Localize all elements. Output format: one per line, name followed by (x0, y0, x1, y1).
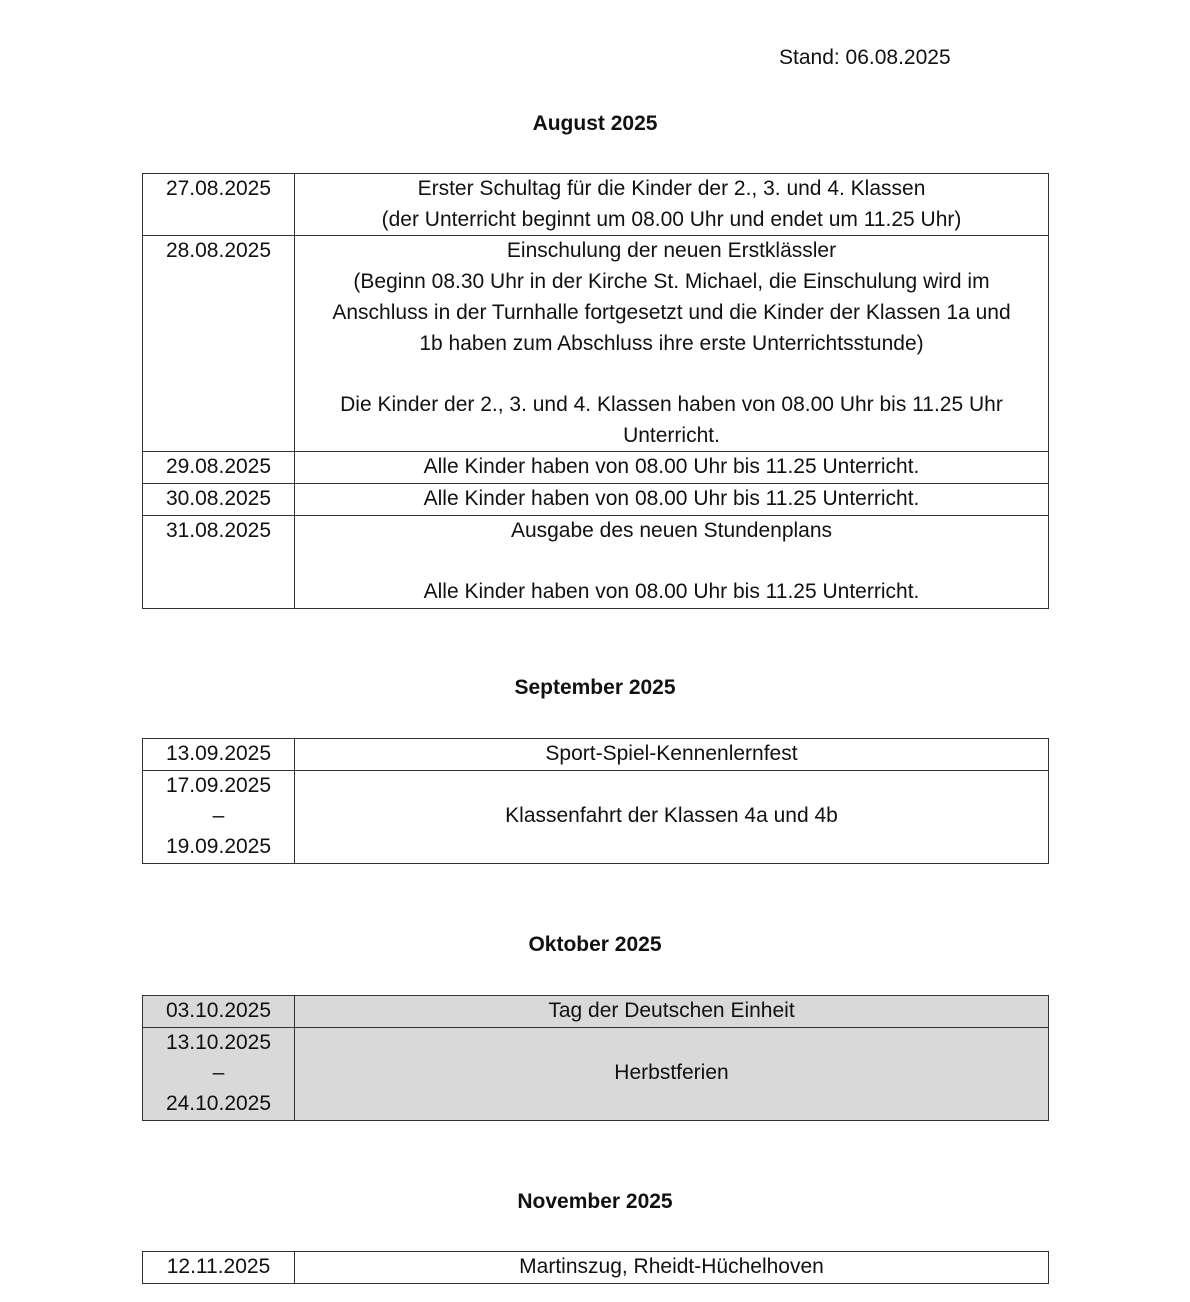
event-cell: Tag der Deutschen Einheit (295, 996, 1049, 1028)
event-cell: Alle Kinder haben von 08.00 Uhr bis 11.25 Unterricht. (295, 484, 1049, 516)
date-cell: 03.10.2025 (143, 996, 295, 1028)
table-row (143, 484, 1049, 516)
date-cell: 29.08.2025 (143, 452, 295, 484)
schedule-table-oktober (142, 995, 1049, 1121)
schedule-table-september (142, 738, 1049, 864)
event-cell: Alle Kinder haben von 08.00 Uhr bis 11.25 Unterricht. (295, 452, 1049, 484)
date-cell: 31.08.2025 (143, 515, 295, 608)
table-row (143, 515, 1049, 608)
table-row (143, 1252, 1049, 1284)
event-cell: Klassenfahrt der Klassen 4a und 4b (295, 770, 1049, 863)
table-row (143, 174, 1049, 236)
month-title-september: September 2025 (514, 676, 676, 699)
schedule-table-august (142, 173, 1049, 609)
event-cell: Einschulung der neuen Erstklässler (Beginn 08.30 Uhr in der Kirche St. Michael, die Einschulung wird im Anschluss in der Turnhalle fortgesetzt und die Kinder der Klassen 1a und 1b haben zum Abschluss ihre erste Unterrichtsstunde) Die Kinder der 2., 3. und 4. Klassen haben von 08.00 Uhr bis 11.25 Uhr Unterricht. (295, 236, 1049, 452)
date-cell: 13.09.2025 (143, 739, 295, 771)
table-row (143, 452, 1049, 484)
event-cell: Sport-Spiel-Kennenlernfest (295, 739, 1049, 771)
event-cell: Martinszug, Rheidt-Hüchelhoven (295, 1252, 1049, 1284)
date-range-cell: 17.09.2025 – 19.09.2025 (143, 770, 295, 863)
date-cell: 28.08.2025 (143, 236, 295, 452)
event-cell: Herbstferien (295, 1027, 1049, 1120)
month-title-november: November 2025 (517, 1190, 673, 1213)
event-cell: Erster Schultag für die Kinder der 2., 3. und 4. Klassen (der Unterricht beginnt um 08.00 Uhr und endet um 11.25 Uhr) (295, 174, 1049, 236)
table-row (143, 236, 1049, 452)
stand-date: Stand: 06.08.2025 (779, 46, 951, 69)
date-cell: 30.08.2025 (143, 484, 295, 516)
table-row (143, 1027, 1049, 1120)
table-row (143, 739, 1049, 771)
schedule-table-november (142, 1251, 1049, 1284)
event-cell: Ausgabe des neuen Stundenplans Alle Kinder haben von 08.00 Uhr bis 11.25 Unterricht. (295, 515, 1049, 608)
table-row (143, 770, 1049, 863)
date-range-cell: 13.10.2025 – 24.10.2025 (143, 1027, 295, 1120)
month-title-oktober: Oktober 2025 (528, 933, 662, 956)
date-cell: 12.11.2025 (143, 1252, 295, 1284)
month-title-august: August 2025 (532, 112, 658, 135)
date-cell: 27.08.2025 (143, 174, 295, 236)
table-row (143, 996, 1049, 1028)
